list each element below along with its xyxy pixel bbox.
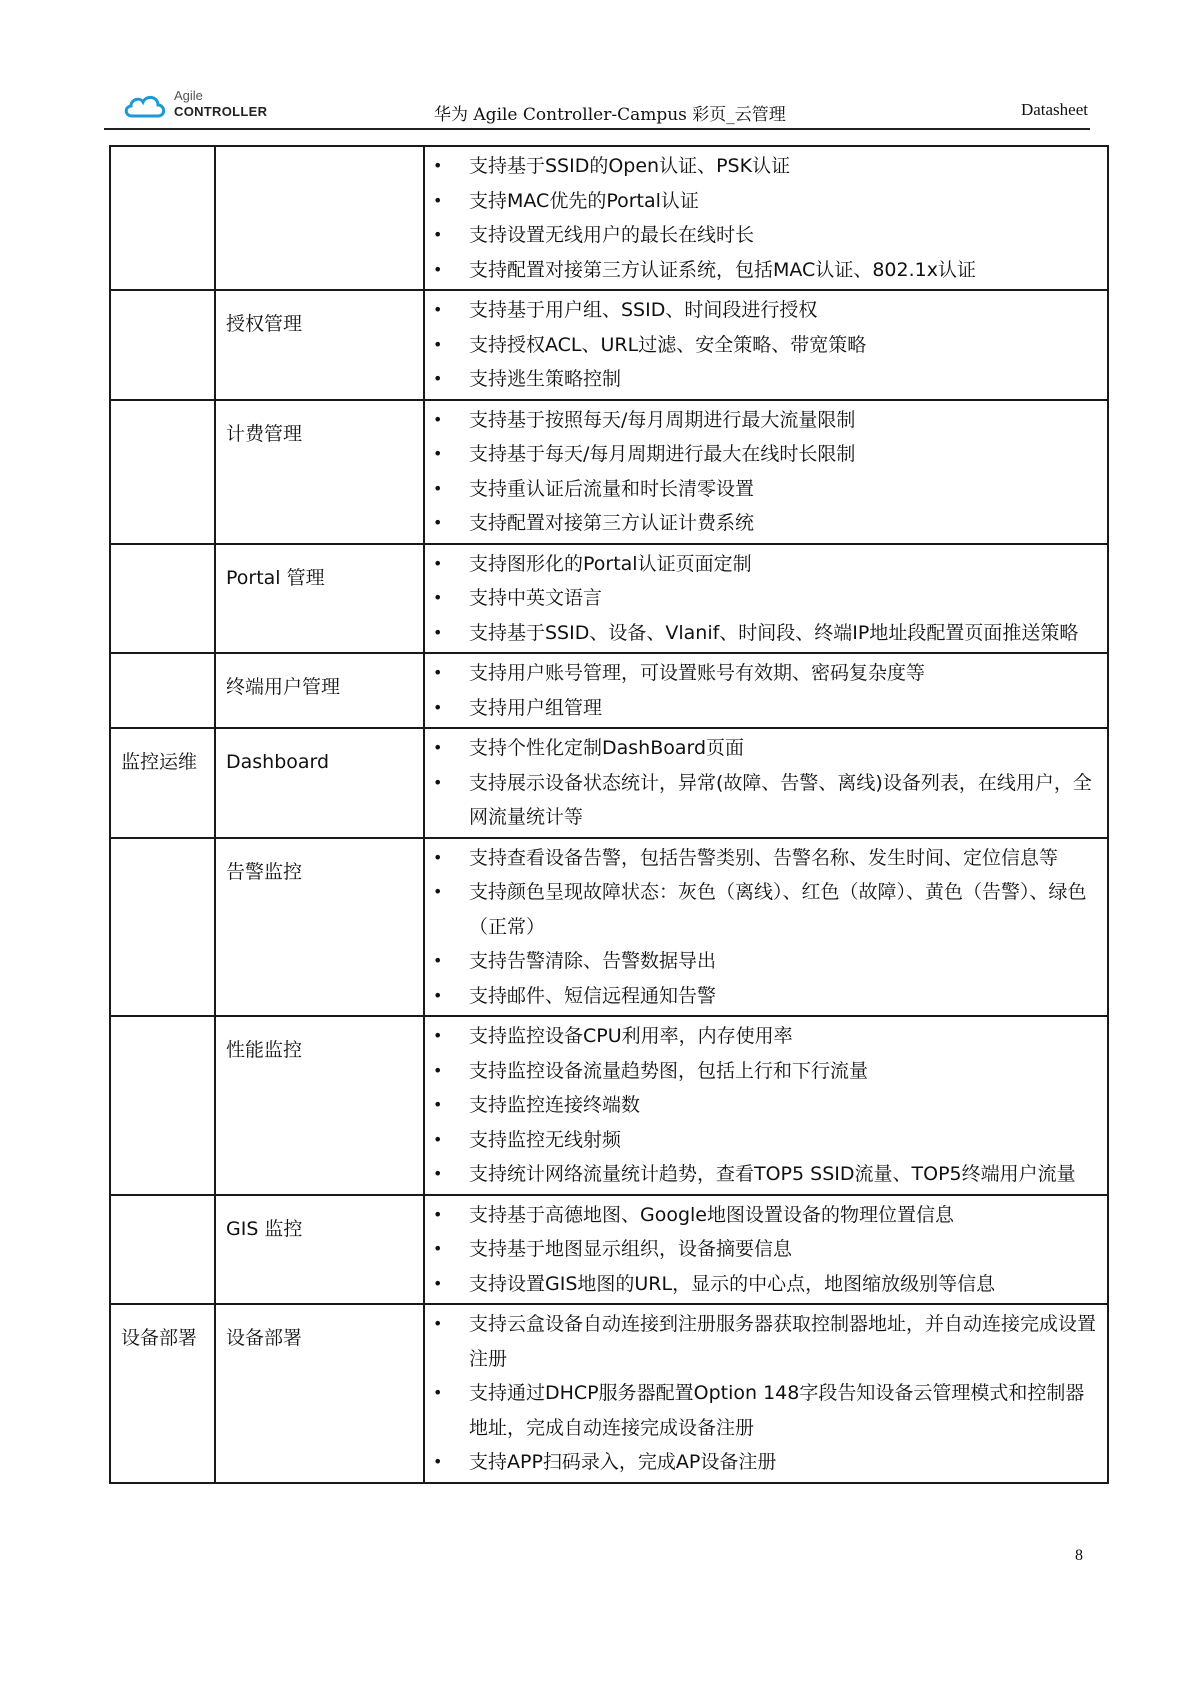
feature-label (216, 147, 423, 168)
logo-text-agile: Agile (174, 88, 203, 103)
list-item: • 支持设置GIS地图的URL，显示的中心点，地图缩放级别等信息 (425, 1267, 1103, 1302)
list-item: • 支持查看设备告警，包括告警类别、告警名称、发生时间、定位信息等 (425, 841, 1103, 876)
table-row (110, 1304, 1108, 1483)
bullet-list (425, 729, 1107, 837)
category-label (111, 654, 214, 675)
list-item: • 支持授权ACL、URL过滤、安全策略、带宽策略 (425, 328, 1103, 363)
page-number: 8 (1075, 1547, 1083, 1564)
category-label: 设备部署 (121, 1327, 198, 1349)
description-cell (424, 290, 1108, 400)
category-label (111, 291, 214, 312)
category-cell (110, 1195, 215, 1305)
category-label (111, 147, 214, 168)
category-cell (110, 544, 215, 654)
list-item: • 支持配置对接第三方认证计费系统 (425, 506, 1103, 541)
feature-cell (215, 1016, 424, 1195)
bullet-list (425, 654, 1107, 727)
bullet-list (425, 1017, 1107, 1194)
list-item: • 支持基于SSID、设备、Vlanif、时间段、终端IP地址段配置页面推送策略 (425, 616, 1103, 651)
list-item: • 支持颜色呈现故障状态：灰色（离线）、红色（故障）、黄色（告警）、绿色（正常） (425, 875, 1103, 944)
bullet-list (425, 291, 1107, 399)
feature-label: 设备部署 (226, 1327, 303, 1349)
category-cell (110, 838, 215, 1017)
list-item: • 支持基于按照每天/每月周期进行最大流量限制 (425, 403, 1103, 438)
table-row (110, 1016, 1108, 1195)
list-item: • 支持云盒设备自动连接到注册服务器获取控制器地址，并自动连接完成设置注册 (425, 1307, 1103, 1376)
feature-cell (215, 1195, 424, 1305)
list-item: • 支持用户账号管理，可设置账号有效期、密码复杂度等 (425, 656, 1103, 691)
feature-label: Portal 管理 (226, 566, 325, 589)
description-cell (424, 400, 1108, 544)
feature-label: Dashboard (226, 751, 330, 773)
description-cell (424, 653, 1108, 728)
table-row (110, 290, 1108, 400)
feature-cell (215, 838, 424, 1017)
description-cell (424, 544, 1108, 654)
list-item: • 支持基于SSID的Open认证、PSK认证 (425, 149, 1103, 184)
list-item: • 支持展示设备状态统计，异常(故障、告警、离线)设备列表，在线用户，全网流量统计等 (425, 766, 1103, 835)
table-row (110, 1195, 1108, 1305)
bullet-list (425, 147, 1107, 289)
list-item: • 支持基于每天/每月周期进行最大在线时长限制 (425, 437, 1103, 472)
logo-text-controller: CONTROLLER (174, 104, 268, 119)
list-item: • 支持基于用户组、SSID、时间段进行授权 (425, 293, 1103, 328)
list-item: • 支持基于地图显示组织，设备摘要信息 (425, 1232, 1103, 1267)
feature-cell (215, 290, 424, 400)
category-cell (110, 290, 215, 400)
category-label (111, 401, 214, 422)
list-item: • 支持APP扫码录入，完成AP设备注册 (425, 1445, 1103, 1480)
category-cell (110, 728, 215, 838)
list-item: • 支持配置对接第三方认证系统，包括MAC认证、802.1x认证 (425, 253, 1103, 288)
list-item: • 支持监控设备CPU利用率，内存使用率 (425, 1019, 1103, 1054)
bullet-list (425, 545, 1107, 653)
description-cell (424, 146, 1108, 290)
category-cell (110, 400, 215, 544)
category-cell (110, 1016, 215, 1195)
table-row (110, 544, 1108, 654)
category-label (111, 545, 214, 566)
feature-label: 性能监控 (226, 1039, 303, 1061)
document-title: 华为 Agile Controller-Campus 彩页_云管理 (434, 105, 786, 125)
bullet-list (425, 839, 1107, 1016)
feature-label: 终端用户管理 (226, 676, 341, 698)
feature-label: 授权管理 (226, 313, 303, 335)
category-cell (110, 146, 215, 290)
feature-cell (215, 400, 424, 544)
feature-cell (215, 1304, 424, 1483)
bullet-list (425, 1196, 1107, 1304)
feature-label: GIS 监控 (226, 1217, 303, 1240)
category-cell (110, 1304, 215, 1483)
list-item: • 支持邮件、短信远程通知告警 (425, 979, 1103, 1014)
list-item: • 支持监控设备流量趋势图，包括上行和下行流量 (425, 1054, 1103, 1089)
list-item: • 支持通过DHCP服务器配置Option 148字段告知设备云管理模式和控制器地址，完成自动连接完成设备注册 (425, 1376, 1103, 1445)
category-label (111, 1017, 214, 1038)
feature-label: 告警监控 (226, 860, 303, 883)
table-row (110, 146, 1108, 290)
list-item: • 支持监控无线射频 (425, 1123, 1103, 1158)
description-cell (424, 1016, 1108, 1195)
feature-table-body (110, 146, 1108, 1483)
table-row (110, 728, 1108, 838)
cloud-logo-icon (122, 92, 168, 120)
category-label (111, 1196, 214, 1217)
list-item: • 支持图形化的Portal认证页面定制 (425, 547, 1103, 582)
page-header (104, 78, 1090, 130)
list-item: • 支持基于高德地图、Google地图设置设备的物理位置信息 (425, 1198, 1103, 1233)
feature-cell (215, 728, 424, 838)
document-type: Datasheet (1020, 100, 1088, 119)
description-cell (424, 838, 1108, 1017)
bullet-list (425, 1305, 1107, 1482)
list-item: • 支持中英文语言 (425, 581, 1103, 616)
list-item: • 支持告警清除、告警数据导出 (425, 944, 1103, 979)
list-item: • 支持逃生策略控制 (425, 362, 1103, 397)
description-cell (424, 1304, 1108, 1483)
description-cell (424, 1195, 1108, 1305)
table-row (110, 838, 1108, 1017)
list-item: • 支持重认证后流量和时长清零设置 (425, 472, 1103, 507)
list-item: • 支持设置无线用户的最长在线时长 (425, 218, 1103, 253)
category-cell (110, 653, 215, 728)
list-item: • 支持用户组管理 (425, 691, 1103, 726)
category-label: 监控运维 (121, 751, 198, 773)
bullet-list (425, 401, 1107, 543)
feature-label: 计费管理 (226, 422, 303, 445)
list-item: • 支持监控连接终端数 (425, 1088, 1103, 1123)
category-label (111, 839, 214, 860)
feature-cell (215, 146, 424, 290)
table-row (110, 400, 1108, 544)
agile-controller-logo (122, 84, 272, 124)
feature-table (109, 145, 1109, 1484)
table-row (110, 653, 1108, 728)
feature-cell (215, 544, 424, 654)
list-item: • 支持统计网络流量统计趋势，查看TOP5 SSID流量、TOP5终端用户流量 (425, 1157, 1103, 1192)
feature-cell (215, 653, 424, 728)
description-cell (424, 728, 1108, 838)
list-item: • 支持个性化定制DashBoard页面 (425, 731, 1103, 766)
list-item: • 支持MAC优先的Portal认证 (425, 184, 1103, 219)
